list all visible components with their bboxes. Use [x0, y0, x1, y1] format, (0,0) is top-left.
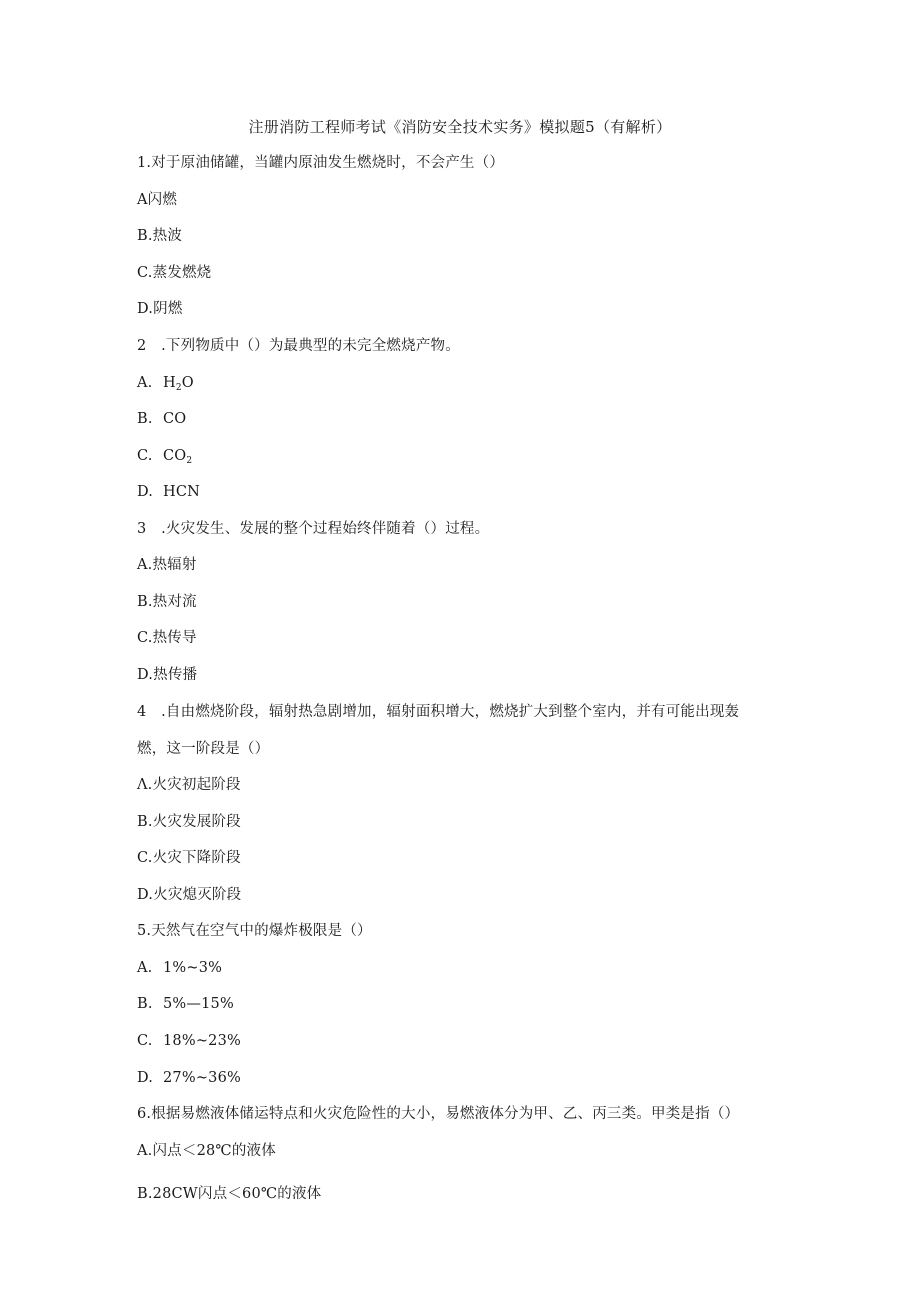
option-text-tail: O [181, 375, 194, 391]
question-2-option-b [137, 409, 186, 429]
option-letter: C. [137, 448, 153, 464]
option-letter: B. [137, 411, 153, 427]
question-4-stem-line-2: 燃，这一阶段是（） [137, 741, 270, 757]
option-text: CO [163, 411, 187, 427]
question-5-option-d [137, 1068, 241, 1088]
question-2-option-c [137, 446, 192, 466]
option-subscript: 2 [186, 456, 193, 466]
question-3-option-d: D.热传播 [137, 667, 198, 683]
option-letter: D. [137, 484, 154, 500]
question-5-option-a [137, 958, 222, 978]
question-4-option-b: B.火灾发展阶段 [137, 814, 241, 830]
question-4-option-d: D.火灾熄灭阶段 [137, 887, 242, 903]
question-1-option-b: B.热波 [137, 228, 183, 244]
question-1-option-a: A闪燃 [137, 192, 178, 208]
option-text: CO [163, 448, 187, 464]
question-6-stem: 6.根据易燃液体储运特点和火灾危险性的大小，易燃液体分为甲、乙、丙三类。甲类是指（） [137, 1106, 740, 1122]
option-letter: D. [137, 1070, 154, 1086]
question-3-option-b: B.热对流 [137, 594, 197, 610]
question-3-option-c: C.热传导 [137, 630, 197, 646]
option-letter: B. [137, 996, 153, 1012]
option-letter: C. [137, 1033, 153, 1049]
option-text: HCN [163, 484, 201, 500]
question-6-option-a: A.闪点＜28℃的液体 [137, 1143, 276, 1159]
option-text: 1%~3% [163, 960, 223, 976]
question-5-option-c [137, 1031, 241, 1051]
option-letter: A. [137, 960, 153, 976]
question-6-option-b: B.28CW闪点＜60℃的液体 [137, 1186, 322, 1202]
option-letter: A. [137, 375, 153, 391]
question-1-stem: 1.对于原油储罐，当罐内原油发生燃烧时，不会产生（） [137, 155, 505, 171]
question-4-stem-line-1: 4 .自由燃烧阶段，辐射热急剧增加，辐射面积增大，燃烧扩大到整个室内，并有可能出现轰 [137, 704, 740, 720]
question-3-option-a: A.热辐射 [137, 557, 197, 573]
option-text: 5%—15% [163, 996, 234, 1012]
option-subscript: 2 [175, 383, 182, 393]
question-5-stem: 5.天然气在空气中的爆炸极限是（） [137, 923, 372, 939]
question-2-stem: 2 .下列物质中（）为最典型的未完全燃烧产物。 [137, 338, 460, 354]
option-text: H [163, 375, 176, 391]
document-title: 注册消防工程师考试《消防安全技术实务》模拟题5（有解析） [248, 118, 672, 136]
option-text: 27%~36% [163, 1070, 242, 1086]
question-1-option-d: D.阴燃 [137, 301, 183, 317]
question-4-option-c: C.火灾下降阶段 [137, 850, 241, 866]
question-3-stem: 3 .火灾发生、发展的整个过程始终伴随着（）过程。 [137, 521, 490, 537]
question-4-option-a: Λ.火灾初起阶段 [137, 777, 241, 793]
question-5-option-b [137, 994, 234, 1014]
option-text: 18%~23% [163, 1033, 242, 1049]
question-2-option-d [137, 482, 200, 502]
question-2-option-a [137, 373, 194, 393]
question-1-option-c: C.蒸发燃烧 [137, 265, 212, 281]
